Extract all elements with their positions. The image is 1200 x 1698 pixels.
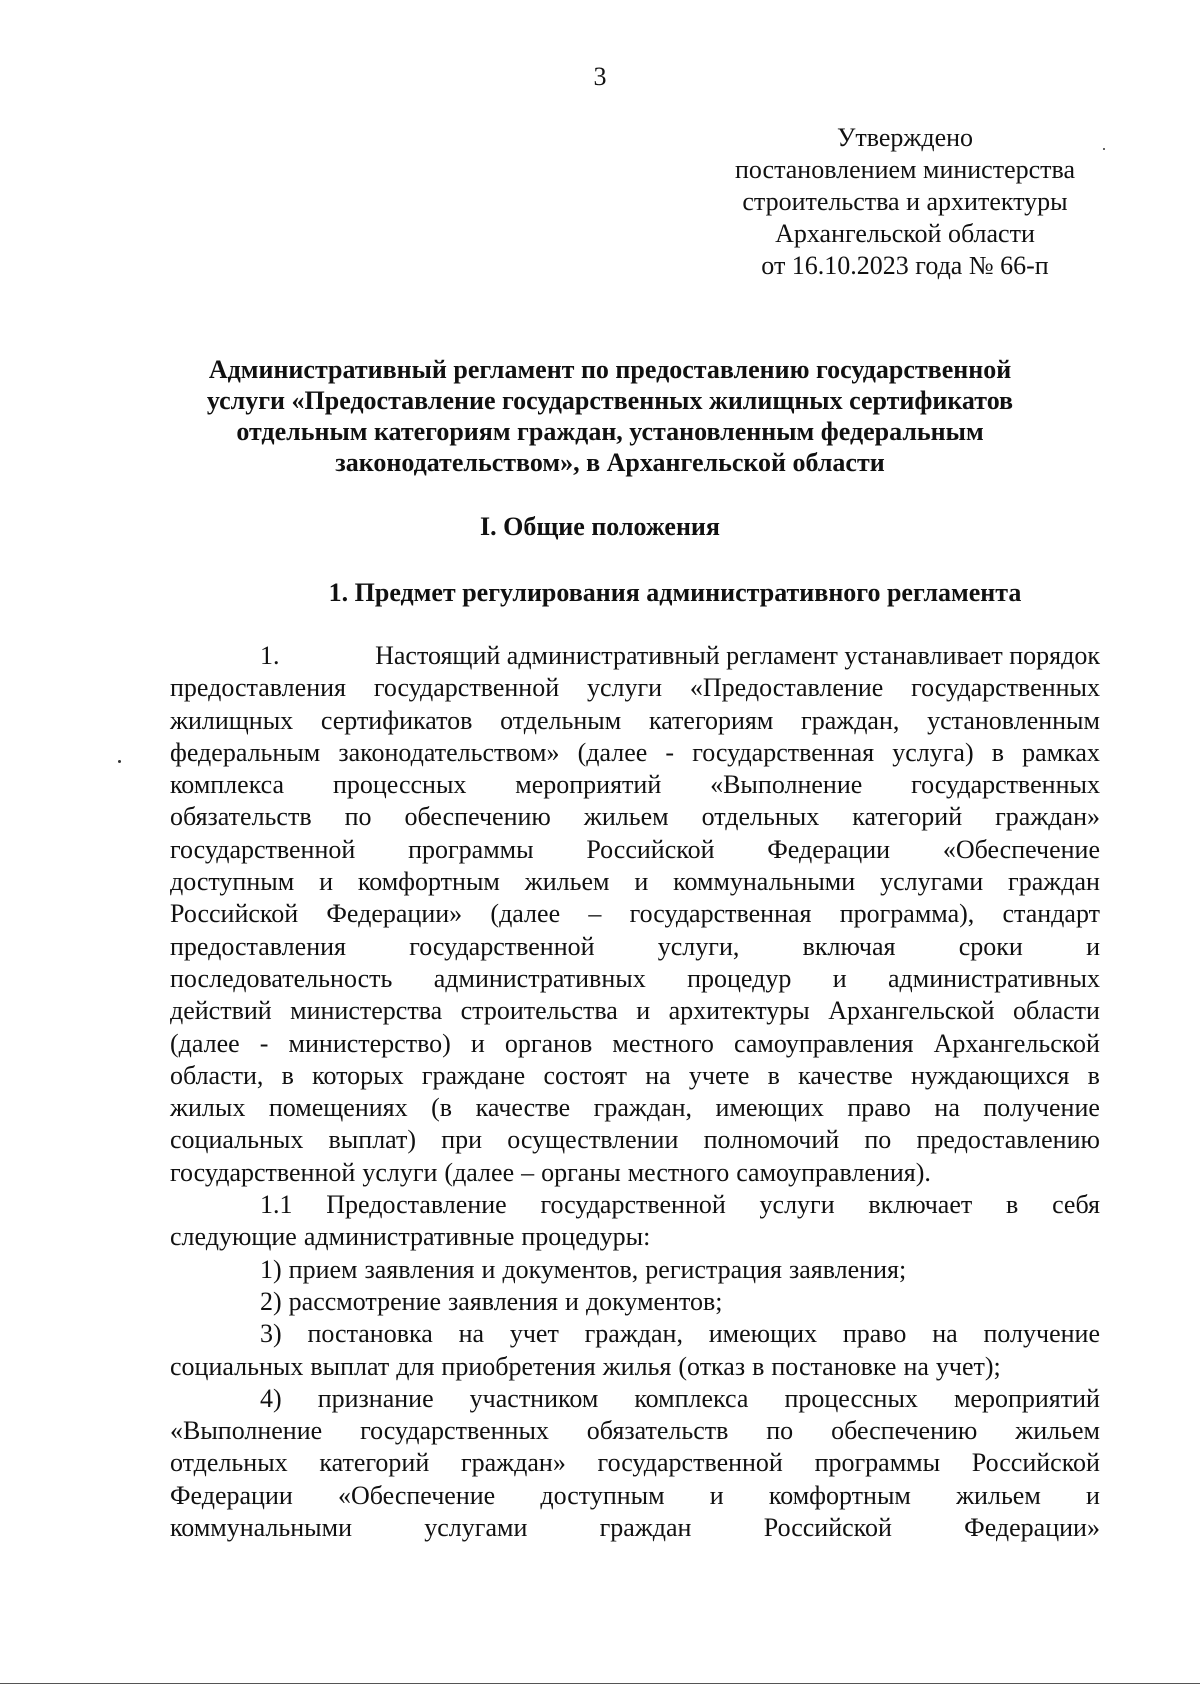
word: (далее	[577, 737, 648, 767]
word: отдельных	[701, 802, 820, 832]
word: действий	[170, 996, 272, 1026]
word: в	[767, 1060, 780, 1090]
word: Федерации»	[964, 1513, 1100, 1543]
text-line	[170, 1221, 1100, 1253]
text-line	[170, 640, 1100, 672]
word: предоставлению	[916, 1125, 1100, 1155]
word: государственной	[170, 1157, 356, 1187]
word: (отказ	[678, 1351, 746, 1381]
word: Российской	[763, 1513, 892, 1543]
word: жилищных	[170, 705, 294, 735]
word: услуги	[586, 673, 663, 703]
word: комфортным	[357, 867, 500, 897]
word: (далее	[170, 1028, 240, 1058]
approval-line: строительства и архитектуры	[742, 187, 1068, 216]
word: услугами	[424, 1513, 528, 1543]
title-line: Административный регламент по предоставлению государственной	[208, 355, 1012, 384]
word: Настоящий административный регламент устанавливает порядок	[375, 641, 1100, 670]
word: которых	[312, 1060, 404, 1090]
word: прием	[288, 1254, 358, 1284]
text-line	[170, 1351, 1100, 1383]
word: постановке	[771, 1351, 897, 1381]
text-line	[170, 1254, 1100, 1286]
text-line	[170, 672, 1100, 704]
word: участником	[469, 1383, 599, 1413]
word: граждан,	[584, 1319, 683, 1349]
word: «Выполнение	[710, 770, 863, 800]
word: себя	[1052, 1190, 1100, 1220]
text-line	[170, 1447, 1100, 1479]
word: в	[991, 737, 1005, 767]
word: Предоставление	[326, 1190, 507, 1220]
document-title	[150, 354, 1070, 478]
word: последовательность	[170, 963, 393, 993]
text-line	[170, 1189, 1100, 1221]
word: граждан»	[460, 1448, 566, 1478]
word: комфортным	[768, 1480, 911, 1510]
body-text	[170, 640, 1100, 1544]
word: заявления;	[788, 1254, 907, 1284]
text-line	[170, 963, 1100, 995]
word: органов	[504, 1028, 593, 1058]
word: предоставления	[170, 931, 346, 961]
word: документов;	[585, 1286, 723, 1316]
word: при	[441, 1125, 483, 1155]
word: государственной	[170, 834, 356, 864]
word: услуги	[362, 1157, 438, 1187]
word: 3)	[260, 1319, 282, 1349]
word: включает	[868, 1190, 973, 1220]
word: граждан»	[995, 802, 1100, 832]
word: 1.1	[260, 1190, 293, 1220]
word: качестве	[798, 1060, 893, 1090]
word: 4)	[260, 1383, 282, 1413]
text-line	[170, 801, 1100, 833]
word: на	[458, 1319, 485, 1349]
word: государственных	[911, 770, 1100, 800]
word: жильем	[583, 802, 669, 832]
text-line	[170, 995, 1100, 1027]
word: услуги,	[657, 931, 740, 961]
word: в	[1006, 1190, 1019, 1220]
word: и	[319, 867, 333, 897]
word: и	[1086, 931, 1100, 961]
word: категорий	[319, 1448, 430, 1478]
word: граждан	[599, 1513, 692, 1543]
word: признание	[317, 1383, 434, 1413]
word: граждане	[421, 1060, 526, 1090]
section-heading: I. Общие положения	[480, 512, 720, 541]
word: местного	[612, 1028, 714, 1058]
word: жилья	[602, 1351, 672, 1381]
word: 1)	[260, 1254, 282, 1284]
word: на	[932, 1319, 958, 1349]
text-line	[170, 1092, 1100, 1124]
word: «Обеспечение	[942, 834, 1100, 864]
word: в	[1087, 1060, 1100, 1090]
word: «Выполнение	[170, 1416, 323, 1446]
word: приобретения	[441, 1351, 596, 1381]
word: постановка	[307, 1319, 433, 1349]
word: (далее	[444, 1157, 515, 1187]
word: категорий	[852, 802, 963, 832]
word: обязательств	[586, 1416, 729, 1446]
word: государственных	[360, 1416, 549, 1446]
word: и	[709, 1480, 724, 1510]
word: органы	[541, 1157, 621, 1187]
word: в	[752, 1351, 765, 1381]
title-line: законодательством», в Архангельской области	[335, 448, 885, 477]
word: государственная	[629, 899, 812, 929]
word: обеспечению	[831, 1416, 978, 1446]
word: нуждающихся	[910, 1060, 1070, 1090]
subsection-heading: 1. Предмет регулирования административного регламента	[328, 578, 1022, 607]
word: услуга)	[892, 737, 974, 767]
word: отдельным	[500, 705, 622, 735]
approval-line: от 16.10.2023 года № 66-п	[761, 251, 1049, 280]
approval-line: Утверждено	[836, 123, 974, 152]
word: (в	[431, 1093, 453, 1123]
word: 1.	[260, 641, 280, 670]
word: жильем	[956, 1480, 1041, 1510]
word: -	[259, 1028, 269, 1058]
title-line: услуги «Предоставление государственных жилищных сертификатов	[206, 386, 1014, 415]
word: Федерации	[170, 1480, 293, 1510]
word: документов,	[502, 1254, 639, 1284]
word: сертификатов	[320, 705, 473, 735]
word: федеральным	[170, 737, 321, 767]
word: и	[470, 1028, 485, 1058]
word: 2)	[260, 1286, 282, 1316]
word: регистрация	[645, 1254, 782, 1284]
word: области,	[170, 1060, 264, 1090]
scan-speck	[1103, 148, 1105, 150]
word: комплекса	[634, 1383, 749, 1413]
word: программа),	[839, 899, 975, 929]
word: самоуправления).	[736, 1157, 931, 1187]
approval-line: Архангельской области	[775, 219, 1035, 248]
text-line	[170, 1512, 1100, 1544]
word: услуги	[759, 1190, 835, 1220]
word: мероприятий	[515, 770, 662, 800]
word: по	[864, 1125, 892, 1155]
word: «Обеспечение	[338, 1480, 496, 1510]
word: жильем	[524, 867, 610, 897]
text-line	[170, 1028, 1100, 1060]
word: Архангельской	[828, 996, 995, 1026]
word: по	[766, 1416, 794, 1446]
word: государственной	[597, 1448, 783, 1478]
word: и	[634, 867, 649, 897]
word: категориям	[648, 705, 774, 735]
word: «Предоставление	[689, 673, 884, 703]
scan-speck	[118, 760, 121, 763]
word: по	[344, 802, 372, 832]
word: государственной	[540, 1190, 726, 1220]
word: области	[1013, 996, 1100, 1026]
word: включая	[802, 931, 896, 961]
word: административных	[433, 963, 646, 993]
word: и	[636, 996, 651, 1026]
word: установленным	[927, 705, 1100, 735]
word: граждан,	[801, 705, 900, 735]
word: имеющих	[708, 1319, 818, 1349]
word: заявления	[448, 1286, 559, 1316]
word: процедуры:	[521, 1222, 651, 1252]
word: коммунальными	[673, 867, 856, 897]
word: заявления	[364, 1254, 475, 1284]
word: доступным	[540, 1480, 665, 1510]
word: учете	[688, 1060, 750, 1090]
word: на	[903, 1351, 929, 1381]
word: предоставления	[170, 673, 346, 703]
word: граждан,	[593, 1093, 693, 1123]
word: и	[565, 1286, 579, 1316]
word: и	[832, 963, 847, 993]
word: выплат)	[328, 1125, 417, 1155]
word: обязательств	[170, 802, 312, 832]
word: состоят	[543, 1060, 628, 1090]
word: (далее	[490, 899, 561, 929]
title-line: отдельным категориям граждан, установленным федеральным	[236, 417, 984, 446]
text-line	[170, 1124, 1100, 1156]
word: в	[281, 1060, 294, 1090]
word: коммунальными	[170, 1513, 352, 1543]
word: программы	[814, 1448, 941, 1478]
word: Федерации»	[326, 899, 463, 929]
word: граждан	[1008, 867, 1100, 897]
word: законодательством»	[338, 737, 560, 767]
word: комплекса	[170, 770, 285, 800]
word: право	[842, 1319, 907, 1349]
word: процессных	[332, 770, 467, 800]
word: самоуправления	[733, 1028, 914, 1058]
word: жильем	[1015, 1416, 1100, 1446]
word: Федерации	[767, 834, 891, 864]
text-line	[170, 1415, 1100, 1447]
word: социальных	[170, 1351, 304, 1381]
word: следующие	[170, 1222, 297, 1252]
footer-rule	[0, 1683, 1200, 1684]
text-line	[170, 1383, 1100, 1415]
word: выплат	[310, 1351, 390, 1381]
word: получение	[983, 1319, 1100, 1349]
word: полномочий	[703, 1125, 840, 1155]
word: для	[396, 1351, 435, 1381]
word: министерство)	[288, 1028, 451, 1058]
word: на	[645, 1060, 671, 1090]
word: архитектуры	[668, 996, 810, 1026]
approval-block	[690, 122, 1120, 282]
word: рамках	[1022, 737, 1100, 767]
word: стандарт	[1002, 899, 1100, 929]
word: сроки	[958, 931, 1023, 961]
text-line	[170, 1286, 1100, 1318]
word: обеспечению	[404, 802, 551, 832]
word: Российской	[170, 899, 299, 929]
word: отдельных	[170, 1448, 288, 1478]
word: рассмотрение	[288, 1286, 441, 1316]
word: местного	[627, 1157, 730, 1187]
text-line	[170, 1318, 1100, 1350]
text-line	[170, 737, 1100, 769]
text-line	[170, 705, 1100, 737]
word: мероприятий	[953, 1383, 1100, 1413]
word: социальных	[170, 1125, 304, 1155]
word: жилых	[170, 1093, 246, 1123]
text-line	[170, 931, 1100, 963]
text-line	[170, 898, 1100, 930]
text-line	[170, 769, 1100, 801]
word: качестве	[475, 1093, 571, 1123]
word: осуществлении	[507, 1125, 679, 1155]
text-line	[170, 834, 1100, 866]
text-line	[170, 1480, 1100, 1512]
word: Архангельской	[933, 1028, 1100, 1058]
word: государственной	[409, 931, 595, 961]
word: строительства	[460, 996, 618, 1026]
word: процедур	[687, 963, 792, 993]
word: помещениях	[268, 1093, 408, 1123]
word: и	[481, 1254, 496, 1284]
word: учет	[509, 1319, 559, 1349]
word: программы	[408, 834, 534, 864]
word: получение	[983, 1093, 1100, 1123]
text-line	[170, 1060, 1100, 1092]
text-line	[170, 866, 1100, 898]
word: услугами	[880, 867, 984, 897]
page-number: 3	[593, 62, 607, 91]
word: на	[934, 1093, 960, 1123]
word: –	[588, 899, 602, 929]
word: доступным	[170, 867, 295, 897]
word: государственной	[373, 673, 560, 703]
word: административные	[303, 1222, 515, 1252]
word: министерства	[290, 996, 443, 1026]
word: процессных	[784, 1383, 918, 1413]
word: -	[665, 737, 675, 767]
word: –	[521, 1157, 535, 1187]
word: государственная	[692, 737, 875, 767]
word: и	[1086, 1480, 1100, 1510]
word: учет);	[935, 1351, 1001, 1381]
approval-line: постановлением министерства	[734, 155, 1076, 184]
word: право	[847, 1093, 911, 1123]
word: Российской	[586, 834, 715, 864]
text-line	[170, 1157, 1100, 1189]
word: государственных	[911, 673, 1100, 703]
word: имеющих	[715, 1093, 824, 1123]
word: Российской	[971, 1448, 1100, 1478]
word: административных	[887, 963, 1100, 993]
